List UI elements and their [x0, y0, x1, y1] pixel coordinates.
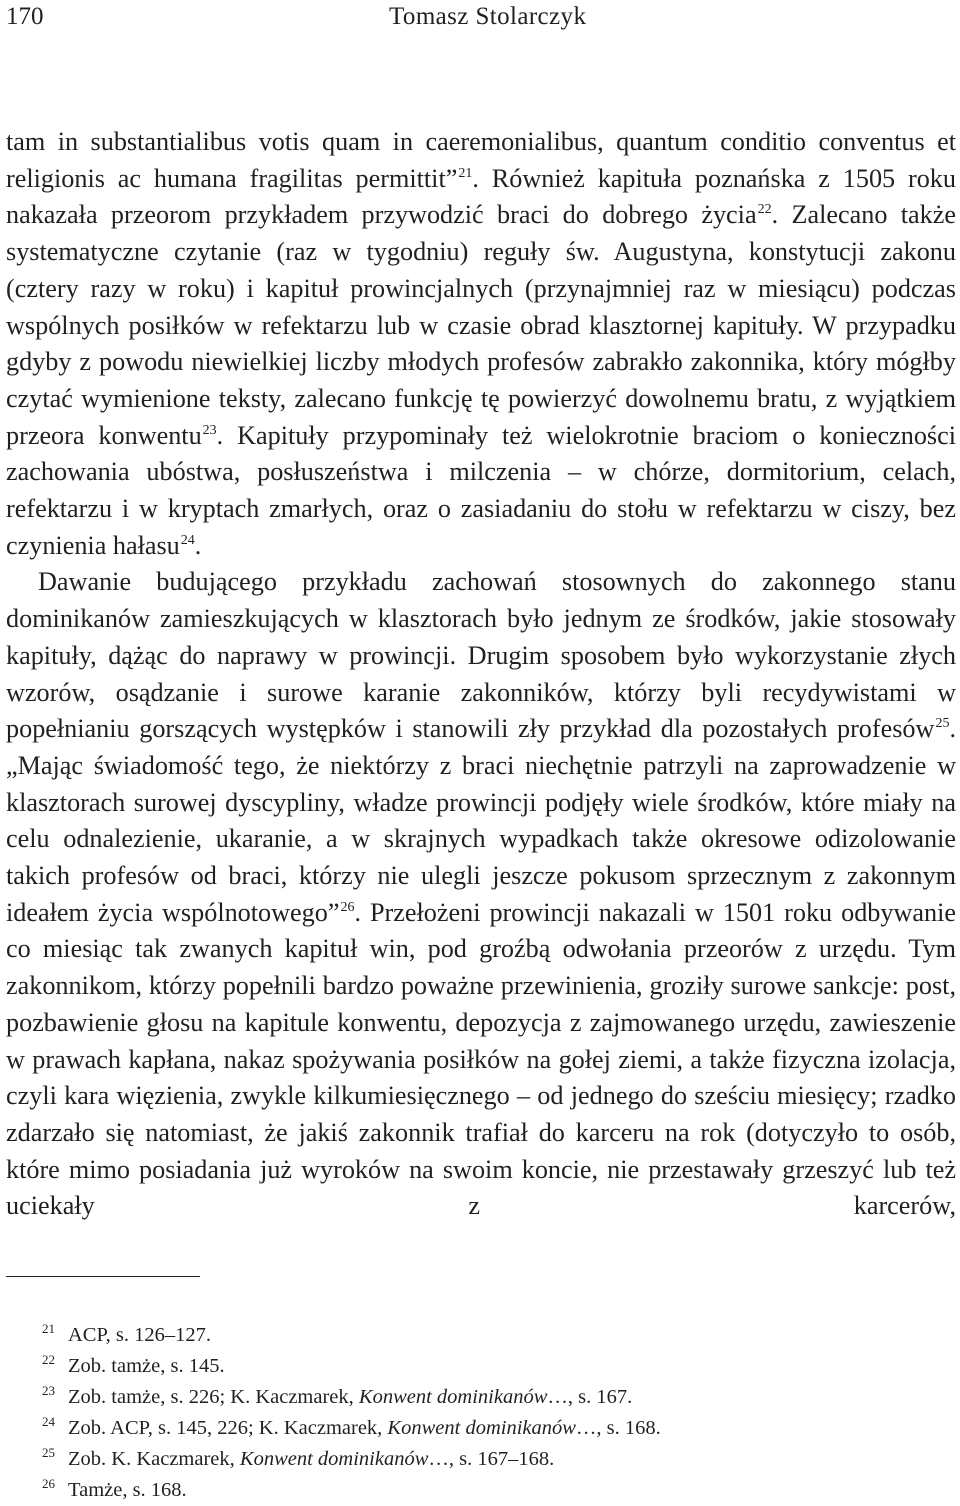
footnote-25: [6, 1444, 956, 1475]
paragraph-text: . Zalecano także systematyczne czytanie (raz w tygodniu) reguły św. Augustyna, konstytucji zakonu (cztery razy w roku) i kapituł prowincjalnych (przynajmniej raz w miesiącu) podczas wspólnych posiłków w refektarzu lub w czasie obrad klasztornej kapituły. W przypadku gdyby z powodu niewielkiej liczby młodych profesów zabrakło zakonnika, który mógłby czytać wymienione teksty, zalecano funkcję tę powierzyć dowolnemu bratu, z wyjątkiem przeora konwentu: [6, 200, 956, 450]
footnote-separator: [6, 1276, 200, 1277]
footnote-text: [68, 1351, 225, 1382]
footnote-23: [6, 1382, 956, 1413]
footnote-text: [68, 1320, 211, 1351]
footnote-text: [68, 1382, 632, 1413]
footnote-text-tail: …, s. 168.: [575, 1417, 661, 1439]
paragraph-text: Dawanie budującego przykładu zachowań stosownych do zakonnego stanu dominikanów zamieszkujących w klasztorach było jednym ze środków, jakie stosowały kapituły, dążąc do naprawy w prowincji. Drugim sposobem było wykorzystanie złych wzorów, osądzanie i surowe karanie zakonników, którzy byli recydywistami w popełnianiu gorszących występków i stanowili zły przykład dla pozostałych profesów: [6, 567, 956, 744]
footnote-ref-24: 24: [180, 532, 195, 548]
footnote-22: [6, 1351, 956, 1382]
footnote-text-italic: Konwent dominikanów: [239, 1448, 429, 1470]
paragraph-text: . Przełożeni prowincji nakazali w 1501 roku odbywanie co miesiąc tak zwanych kapituł win, pod groźbą odwołania przeorów z urzędu. Tym zakonnikom, którzy popełnili bardzo poważne przewinienia, groziły surowe sankcje: post, pozbawienie głosu na kapitule konwentu, depozycja z zajmowanego urzędu, zawieszenie w prawach kapłana, nakaz spożywania posiłków na gołej ziemi, a także fizyczna izolacja, czyli kara więzienia, zwykle kilkumiesięcznego – od jednego do sześciu miesięcy; rzadko zdarzało się natomiast, że jakiś zakonnik trafiał do karceru na rok (dotyczyło to osób, które mimo posiadania już wyroków na swoim koncie, nie przestawały grzeszyć lub też uciekały z karcerów,: [6, 897, 956, 1221]
paragraph-text: .: [194, 530, 202, 560]
paragraph-text: . „Mając świadomość tego, że niektórzy z braci niechętnie patrzyli na zaprowadzenie w klasztorach surowej dyscypliny, władze prowincji podjęły wiele środków, które miały na celu odnalezienie, ukaranie, a w skrajnych wypadkach także okresowe odizolowanie takich profesów od braci, którzy nie ulegli jeszcze pokusom sprzecznym z zakonnym ideałem życia wspólnotowego”: [6, 714, 956, 927]
footnote-text-italic: Konwent dominikanów: [387, 1417, 576, 1439]
paragraph-2: [6, 564, 956, 1225]
footnote-text-plain: Zob. tamże, s. 145.: [68, 1355, 225, 1377]
footnote-text-plain: Zob. tamże, s. 226; K. Kaczmarek,: [68, 1386, 359, 1408]
page-number: 170: [6, 3, 44, 30]
running-head: Tomasz Stolarczyk: [389, 3, 587, 30]
footnote-text: [68, 1444, 554, 1475]
footnote-text-plain: Zob. K. Kaczmarek,: [68, 1448, 240, 1470]
footnote-number: 21: [42, 1321, 55, 1336]
paragraph-1: [6, 124, 956, 564]
footnote-text-italic: Konwent dominikanów: [358, 1386, 548, 1408]
footnote-text-plain: Zob. ACP, s. 145, 226; K. Kaczmarek,: [68, 1417, 388, 1439]
footnote-number: 22: [42, 1352, 55, 1367]
footnotes: [6, 1320, 956, 1506]
footnote-ref-21: 21: [458, 165, 473, 181]
footnote-text-tail: …, s. 167.: [547, 1386, 633, 1408]
footnote-ref-23: 23: [202, 422, 217, 438]
paragraph-text: . Również kapituła poznańska z 1505 roku nakazała przeorom przykładem przywodzić braci do dobrego życia: [6, 163, 956, 230]
footnote-number: 25: [42, 1445, 55, 1460]
main-text: [6, 124, 956, 1225]
footnote-number: 23: [42, 1383, 55, 1398]
footnote-text: [68, 1475, 187, 1506]
footnote-text-tail: …, s. 167–168.: [428, 1448, 555, 1470]
footnote-text: [68, 1413, 661, 1444]
footnote-21: [6, 1320, 956, 1351]
paragraph-text: tam in substantialibus votis quam in caeremonialibus, quantum conditio conventus et religionis ac humana fragilitas permittit”: [6, 127, 956, 193]
footnote-24: [6, 1413, 956, 1444]
footnote-ref-22: 22: [757, 202, 772, 218]
footnote-ref-25: 25: [935, 716, 950, 732]
footnote-number: 24: [42, 1414, 55, 1429]
footnote-26: [6, 1475, 956, 1506]
footnote-text-plain: ACP, s. 126–127.: [68, 1324, 211, 1346]
footnote-text-plain: Tamże, s. 168.: [68, 1479, 187, 1501]
page-header: [6, 0, 956, 36]
footnote-number: 26: [42, 1476, 55, 1491]
paragraph-text: . Kapituły przypominały też wielokrotnie braciom o konieczności zachowania ubóstwa, posłuszeństwa i milczenia – w chórze, dormitorium, celach, refektarzu i w kryptach zmarłych, oraz o zasiadaniu do stołu w refektarzu w ciszy, bez czynienia hałasu: [6, 420, 956, 560]
footnote-ref-26: 26: [340, 899, 355, 915]
